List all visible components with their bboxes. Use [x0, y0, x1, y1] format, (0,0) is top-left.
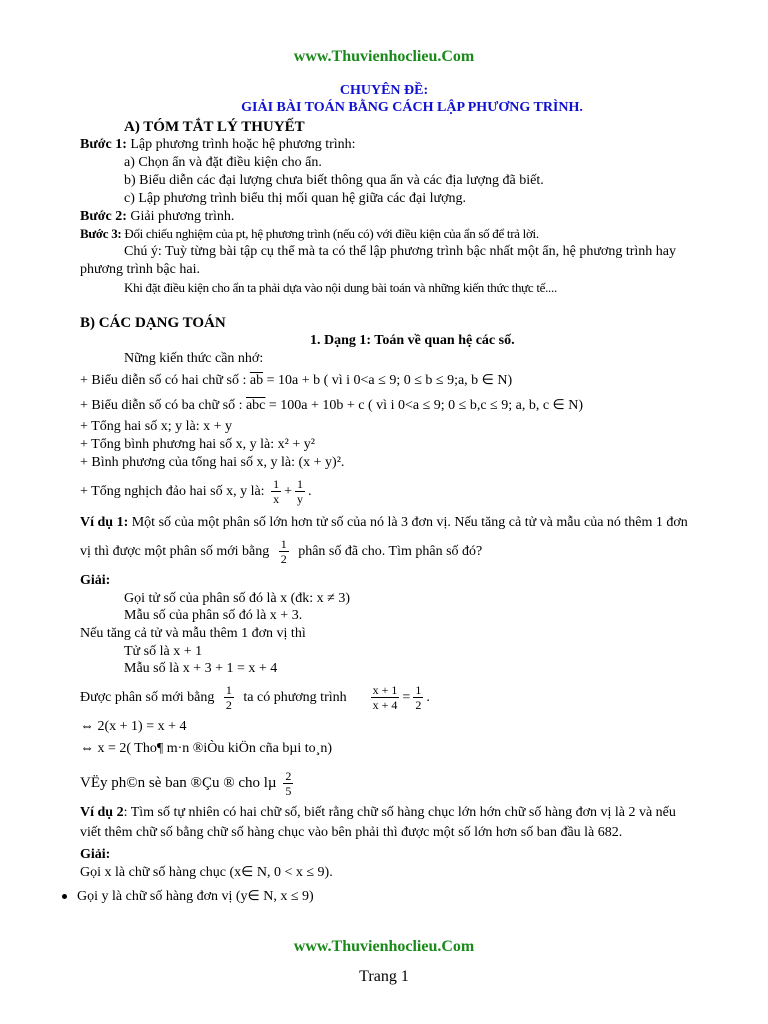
step2-label: Bước 2:	[80, 209, 127, 224]
solution2-step2	[62, 888, 314, 906]
formula-three-digit	[80, 397, 583, 415]
overline-ab: $\overline{ab}$	[249, 373, 264, 388]
formula-two-digit-label: + Biểu diễn số có hai chữ số :	[80, 373, 250, 388]
note-line-3: Khi đặt điều kiện cho ẩn ta phải dựa vào nội dung bài toán và những kiến thức thực tế....	[124, 280, 557, 295]
step1-a: a) Chọn ẩn và đặt điều kiện cho ẩn.	[124, 155, 322, 170]
page-number: Trang 1	[359, 968, 409, 985]
doc-title-main: GIẢI BÀI TOÁN BẰNG CÁCH LẬP PHƯƠNG TRÌNH.	[241, 100, 583, 115]
step1-text: Lập phương trình hoặc hệ phương trình:	[126, 137, 356, 152]
dang1-heading: 1. Dạng 1: Toán về quan hệ các số.	[310, 333, 515, 348]
section-b-heading: B) CÁC DẠNG TOÁN	[80, 315, 226, 331]
note-line-1: Chú ý: Tuỳ từng bài tập cụ thể mà ta có thể lập phương trình bậc nhất một ẩn, hệ phương trình hay	[124, 244, 676, 259]
step3-text: Đối chiếu nghiệm của pt, hệ phương trình (nếu có) với điều kiện của ẩn số để trả lời.	[121, 226, 539, 241]
note-line-2: phương trình bậc hai.	[80, 262, 200, 277]
overline-abc: $\overline{abc}$	[245, 398, 266, 413]
footer-site-link: www.Thuvienhoclieu.Com	[293, 938, 475, 955]
formula-reciprocal-label: + Tổng nghịch đảo hai số x, y là:	[80, 484, 269, 499]
remember-line: Nững kiến thức cần nhớ:	[124, 351, 264, 366]
solution1-step6-b: ta có phương trình	[243, 690, 347, 705]
solution1-step2: Mẫu số của phân số đó là x + 3.	[124, 608, 303, 623]
example1-text: Một số của một phân số lớn hơn tử số của nó là 3 đơn vị. Nếu tăng cả tử và mẫu của nó thêm 1 đơn	[128, 515, 688, 530]
solution1-step5: Mẫu số là x + 3 + 1 = x + 4	[124, 661, 278, 676]
formula-three-digit-label: + Biểu diễn số có ba chữ số :	[80, 398, 246, 413]
example1-line2	[80, 534, 482, 570]
doc-title-topic: CHUYÊN ĐỀ:	[339, 83, 429, 98]
solution1-conclusion	[80, 764, 296, 802]
fraction-1-over-x: $\frac{1}{x}$	[273, 477, 280, 507]
example1-line2-b: phân số đã cho. Tìm phân số đó?	[298, 544, 483, 559]
step3-line	[80, 225, 539, 243]
solution1-equation-line: Được phân số mới bằng $\frac{1}{2}$ ta có phương trình $\frac{x + 1}{x + 4}$ = $\frac{1}{2}$ .	[80, 683, 430, 713]
solution1-step7: ⇔ 2(x + 1) = x + 4	[80, 719, 187, 734]
example2-line2: viết thêm chữ số bằng chữ số hàng chục vào bên phải thì được một số lớn hơn số ban đầu là 682.	[80, 825, 623, 840]
example1-label: Ví dụ 1:	[80, 515, 129, 530]
fraction-one-half-b: $\frac{1}{2}$	[225, 683, 232, 713]
solution1-step6-a: Được phân số mới bằng	[80, 690, 215, 705]
step1-c: c) Lập phương trình biểu thị mối quan hệ giữa các đại lượng.	[124, 191, 466, 206]
step2-text: Giải phương trình.	[126, 209, 235, 224]
fraction-one-half-c: $\frac{1}{2}$	[415, 683, 422, 713]
step1-label: Bước 1:	[80, 137, 127, 152]
formula-sum: + Tổng hai số x; y là: x + y	[80, 419, 233, 434]
step1-line	[80, 136, 356, 154]
formula-two-digit-rest: = 10a + b ( vì i 0<a ≤ 9; 0 ≤ b ≤ 9;a, b ∈ N)	[263, 373, 513, 388]
solution1-step8: ⇔ x = 2( Tho¶ m·n ®iÒu kiÖn cña bµi to¸n)	[80, 741, 332, 756]
example1-line1	[80, 514, 688, 532]
fraction-1-over-y: $\frac{1}{y}$	[296, 477, 303, 507]
formula-sum-squares: + Tổng bình phương hai số x, y là: x² + y²	[80, 437, 315, 452]
solution1-step3: Nếu tăng cả tử và mẫu thêm 1 đơn vị thì	[80, 626, 306, 641]
formula-two-digit	[80, 372, 512, 390]
formula-three-digit-rest: = 100a + 10b + c ( vì i 0<a ≤ 9; 0 ≤ b,c ≤ 9; a, b, c ∈ N)	[265, 398, 584, 413]
example1-line2-a: vị thì được một phân số mới bằng	[80, 544, 270, 559]
solution2-step2-text: Gọi y là chữ số hàng đơn vị (y∈ N, x ≤ 9)	[77, 889, 314, 904]
solution1-step9: VËy ph©n sè ban ®Çu ® cho lµ	[80, 775, 277, 791]
example2-line1	[80, 804, 676, 822]
solution2-step1: Gọi x là chữ số hàng chục (x∈ N, 0 < x ≤ 9).	[80, 865, 333, 880]
formula-square-sum: + Bình phương của tổng hai số x, y là: (x + y)².	[80, 455, 345, 470]
header-site-link: www.Thuvienhoclieu.Com	[293, 48, 475, 65]
step3-label: Bước 3:	[80, 226, 122, 241]
step2-line	[80, 208, 234, 226]
solution1-heading: Giải:	[80, 573, 111, 588]
solution1-step1: Gọi tử số của phân số đó là x (đk: x ≠ 3)	[124, 591, 351, 606]
solution1-step4: Tử số là x + 1	[124, 644, 203, 659]
fraction-two-fifths: $\frac{2}{5}$	[285, 769, 292, 799]
step1-b: b) Biểu diễn các đại lượng chưa biết thông qua ẩn và các địa lượng đã biết.	[124, 173, 544, 188]
example2-label: Ví dụ 2	[80, 805, 124, 820]
fraction-x1-over-x4: $\frac{x + 1}{x + 4}$	[372, 683, 398, 713]
formula-reciprocal-sum: + Tổng nghịch đảo hai số x, y là: $\frac{1}{x}$ + $\frac{1}{y}$ .	[80, 477, 312, 507]
solution2-heading: Giải:	[80, 847, 111, 862]
fraction-one-half: $\frac{1}{2}$	[280, 537, 287, 567]
bullet-icon	[62, 894, 67, 899]
example2-text: : Tìm số tự nhiên có hai chữ số, biết rằng chữ số hàng chục lớn hớn chữ số hàng đơn vị là 2 và nếu	[123, 805, 676, 820]
section-a-heading: A) TÓM TẮT LÝ THUYẾT	[124, 119, 305, 135]
